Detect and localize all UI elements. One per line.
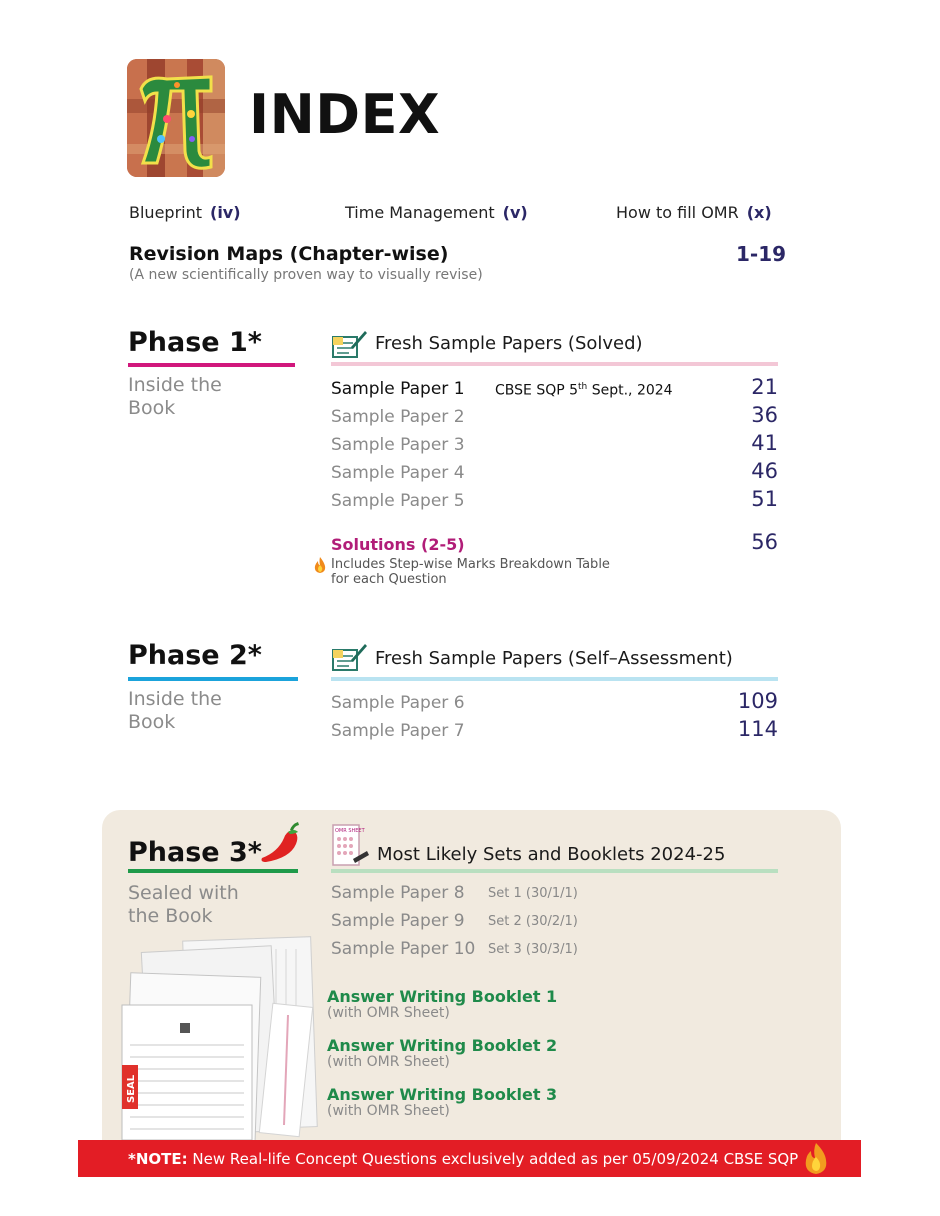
sample-paper-7-page: 114 — [737, 717, 778, 741]
sample-paper-9-set: Set 2 (30/2/1) — [488, 914, 578, 929]
phase3-underline — [128, 869, 298, 873]
phase2-title: Phase 2* — [128, 640, 262, 671]
revision-maps-subtitle: (A new scientifically proven way to visually revise) — [129, 267, 483, 283]
solutions-page: 56 — [751, 530, 778, 554]
omr-page: (x) — [746, 203, 772, 222]
answer-booklet-2-sub: (with OMR Sheet) — [327, 1054, 450, 1070]
answer-booklet-3-label[interactable]: Answer Writing Booklet 3 — [327, 1085, 558, 1104]
solutions-note: Includes Step-wise Marks Breakdown Table for each Question — [331, 557, 610, 587]
sample-paper-8-set: Set 1 (30/1/1) — [488, 886, 578, 901]
answer-booklet-3-sub: (with OMR Sheet) — [327, 1103, 450, 1119]
phase3-title: Phase 3* — [128, 837, 262, 868]
phase3-section-title: Most Likely Sets and Booklets 2024-25 — [377, 844, 726, 865]
revision-maps-title[interactable]: Revision Maps (Chapter-wise) — [129, 243, 449, 265]
blueprint-label: Blueprint — [129, 203, 202, 222]
revision-maps-page: 1-19 — [736, 242, 787, 266]
phase1-underline — [128, 363, 295, 367]
note-banner — [78, 1140, 861, 1177]
time-management-page: (v) — [502, 203, 528, 222]
notebook-icon — [331, 642, 367, 676]
blueprint-page: (iv) — [210, 203, 241, 222]
sample-paper-3-label[interactable]: Sample Paper 3 — [331, 435, 465, 455]
sample-paper-10-label[interactable]: Sample Paper 10 — [331, 939, 476, 959]
sample-paper-6-page: 109 — [737, 689, 778, 713]
phase2-section-underline — [331, 677, 778, 681]
sample-paper-5-label[interactable]: Sample Paper 5 — [331, 491, 465, 511]
time-management-label: Time Management — [345, 203, 495, 222]
sample-paper-7-label[interactable]: Sample Paper 7 — [331, 721, 465, 741]
phase3-section-underline — [331, 869, 778, 873]
sample-paper-4-label[interactable]: Sample Paper 4 — [331, 463, 465, 483]
omr-sheet-icon — [331, 823, 371, 873]
blueprint-entry[interactable] — [129, 203, 241, 222]
sample-paper-1-label[interactable]: Sample Paper 1 — [331, 379, 465, 399]
phase1-subtitle: Inside the Book — [128, 374, 222, 419]
notebook-icon — [331, 329, 367, 363]
chili-icon — [256, 820, 302, 870]
answer-booklet-1-label[interactable]: Answer Writing Booklet 1 — [327, 987, 558, 1006]
solutions-label[interactable]: Solutions (2-5) — [331, 535, 465, 554]
sample-paper-2-page: 36 — [751, 403, 778, 427]
phase2-underline — [128, 677, 298, 681]
note-text: *NOTE: New Real-life Concept Questions exclusively added as per 05/09/2024 CBSE SQP — [128, 1150, 799, 1168]
sample-paper-1-page: 21 — [751, 375, 778, 399]
omr-label: How to fill OMR — [616, 203, 739, 222]
sample-paper-3-page: 41 — [751, 431, 778, 455]
phase1-section-underline — [331, 362, 778, 366]
phase1-title: Phase 1* — [128, 327, 262, 358]
omr-entry[interactable] — [616, 203, 772, 222]
page-title: INDEX — [249, 83, 441, 146]
svg-text:OMR SHEET: OMR SHEET — [335, 828, 365, 834]
sample-paper-6-label[interactable]: Sample Paper 6 — [331, 693, 465, 713]
sample-paper-10-set: Set 3 (30/3/1) — [488, 942, 578, 957]
sample-paper-8-label[interactable]: Sample Paper 8 — [331, 883, 465, 903]
sample-paper-4-page: 46 — [751, 459, 778, 483]
phase2-section-title: Fresh Sample Papers (Self–Assessment) — [375, 648, 733, 669]
sample-paper-5-page: 51 — [751, 487, 778, 511]
answer-booklet-2-label[interactable]: Answer Writing Booklet 2 — [327, 1036, 558, 1055]
booklet-stack-image — [116, 935, 320, 1144]
phase3-subtitle: Sealed with the Book — [128, 882, 239, 927]
cbse-sqp-tag: CBSE SQP 5th Sept., 2024 — [495, 382, 673, 399]
phase2-subtitle: Inside the Book — [128, 688, 222, 733]
sample-paper-9-label[interactable]: Sample Paper 9 — [331, 911, 465, 931]
svg-text:SEAL: SEAL — [126, 1074, 137, 1103]
time-management-entry[interactable] — [345, 203, 528, 222]
answer-booklet-1-sub: (with OMR Sheet) — [327, 1005, 450, 1021]
sample-paper-2-label[interactable]: Sample Paper 2 — [331, 407, 465, 427]
fire-icon — [800, 1142, 832, 1180]
pi-logo — [127, 59, 225, 177]
fire-icon — [312, 556, 328, 578]
phase1-section-title: Fresh Sample Papers (Solved) — [375, 333, 643, 354]
